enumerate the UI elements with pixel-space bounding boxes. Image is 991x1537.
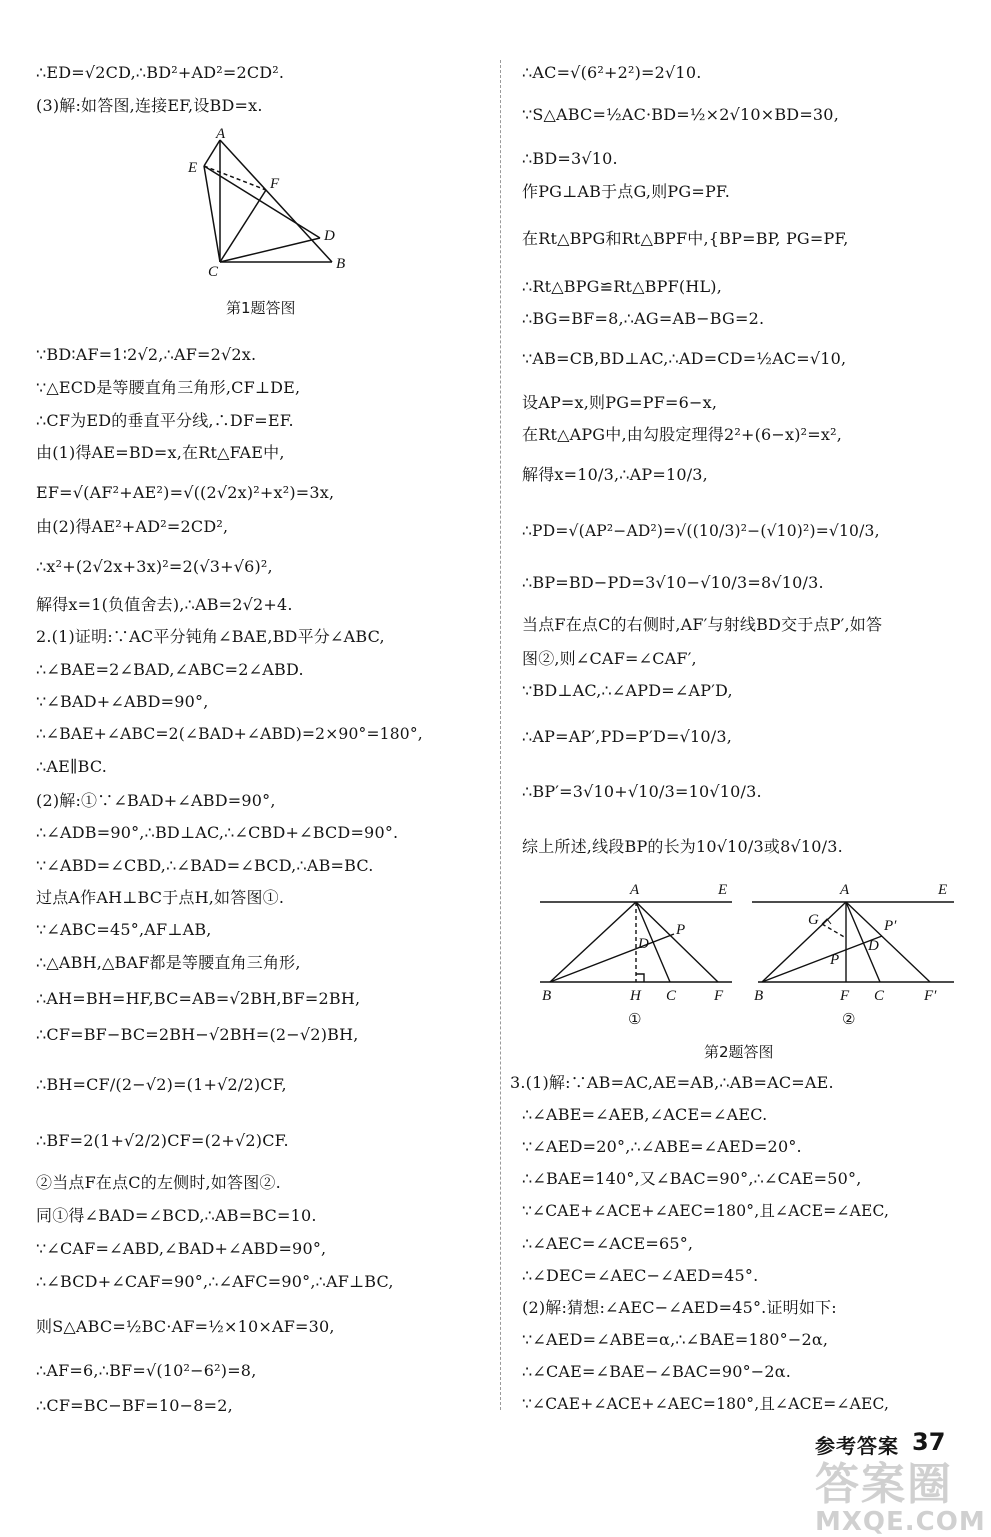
text-line: 同①得∠BAD=∠BCD,∴AB=BC=10. [36, 1206, 317, 1225]
column-divider [500, 60, 502, 1410]
text-line: EF=√(AF²+AE²)=√((2√2x)²+x²)=3x, [36, 483, 335, 502]
text-line: 则S△ABC=½BC·AF=½×10×AF=30, [36, 1317, 335, 1336]
point-label: B [754, 988, 764, 1004]
text-line: 由(1)得AE=BD=x,在Rt△FAE中, [36, 443, 285, 462]
point-label: C [874, 988, 885, 1004]
point-label: C [666, 988, 677, 1004]
point-label: D [868, 938, 879, 954]
text-line: (3)解:如答图,连接EF,设BD=x. [36, 96, 263, 115]
text-line: ∴∠AEC=∠ACE=65°, [522, 1234, 694, 1253]
text-line: ∴∠CAE=∠BAE−∠BAC=90°−2α. [522, 1362, 792, 1381]
point-label: D [638, 936, 649, 952]
text-line: ∴PD=√(AP²−AD²)=√((10/3)²−(√10)²)=√10/3, [522, 522, 880, 540]
figure-2-2 [750, 878, 956, 1006]
figure-2-caption: 第2题答图 [704, 1043, 774, 1061]
point-label: A [216, 128, 226, 142]
text-line: 图②,则∠CAF=∠CAF′, [522, 649, 697, 668]
text-line: ∴∠BAE+∠ABC=2(∠BAD+∠ABD)=2×90°=180°, [36, 725, 423, 743]
text-line: ∴BP=BD−PD=3√10−√10/3=8√10/3. [522, 573, 824, 592]
point-label: P [830, 952, 840, 968]
point-label: A [840, 882, 850, 898]
text-line: ∵∠CAF=∠ABD,∠BAD+∠ABD=90°, [36, 1239, 327, 1258]
text-line: ∴BF=2(1+√2/2)CF=(2+√2)CF. [36, 1131, 289, 1150]
text-line: (2)解:①∵∠BAD+∠ABD=90°, [36, 791, 276, 810]
text-line: ∴∠DEC=∠AEC−∠AED=45°. [522, 1266, 759, 1285]
text-line: 当点F在点C的右侧时,AF′与射线BD交于点P′,如答 [522, 615, 883, 634]
text-line: ∴AC=√(6²+2²)=2√10. [522, 63, 702, 82]
point-label: P′ [884, 918, 897, 934]
text-line: ∴BG=BF=8,∴AG=AB−BG=2. [522, 309, 765, 328]
text-line: ∵BD∶AF=1∶2√2,∴AF=2√2x. [36, 345, 257, 364]
point-label: B [336, 256, 346, 272]
footer-label: 参考答案 [815, 1434, 899, 1458]
text-line: 由(2)得AE²+AD²=2CD², [36, 517, 229, 536]
watermark-logo-text: 答案圈 [815, 1459, 953, 1510]
text-line: ∴x²+(2√2x+3x)²=2(√3+√6)², [36, 557, 273, 576]
text-line: 解得x=1(负值舍去),∴AB=2√2+4. [36, 595, 293, 614]
text-line: ∵∠AED=∠ABE=α,∴∠BAE=180°−2α, [522, 1330, 829, 1349]
watermark-url: MXQE.COM [815, 1507, 986, 1537]
point-label: E [938, 882, 948, 898]
text-line: ∵∠BAD+∠ABD=90°, [36, 692, 209, 711]
text-line: 在Rt△APG中,由勾股定理得2²+(6−x)²=x², [522, 425, 843, 444]
point-label: F [270, 176, 280, 192]
text-line: ∵S△ABC=½AC·BD=½×2√10×BD=30, [522, 105, 839, 124]
text-line: ∴∠ADB=90°,∴BD⊥AC,∴∠CBD+∠BCD=90°. [36, 823, 399, 842]
point-label: D [324, 228, 335, 244]
text-line: ∴BH=CF/(2−√2)=(1+√2/2)CF, [36, 1075, 287, 1094]
point-label: P [676, 922, 686, 938]
point-label: F′ [924, 988, 937, 1004]
text-line: 在Rt△BPG和Rt△BPF中,{BP=BP, PG=PF, [522, 229, 849, 248]
text-line: ∵∠ABD=∠CBD,∴∠BAD=∠BCD,∴AB=BC. [36, 856, 374, 875]
page-number: 37 [912, 1428, 946, 1456]
text-line: ∴CF为ED的垂直平分线,∴DF=EF. [36, 411, 294, 430]
figure-1-caption: 第1题答图 [226, 299, 296, 317]
text-line: 综上所述,线段BP的长为10√10/3或8√10/3. [522, 837, 843, 856]
figure-2-sublabel: ① [628, 1010, 642, 1028]
text-line: ∵AB=CB,BD⊥AC,∴AD=CD=½AC=√10, [522, 349, 847, 368]
text-line: 3.(1)解:∵AB=AC,AE=AB,∴AB=AC=AE. [510, 1073, 834, 1092]
figure-2-1 [538, 878, 742, 1006]
text-line: ∴∠BAE=140°,又∠BAC=90°,∴∠CAE=50°, [522, 1169, 862, 1188]
point-label: G [808, 912, 819, 928]
text-line: ②当点F在点C的左侧时,如答图②. [36, 1173, 281, 1192]
point-label: A [630, 882, 640, 898]
text-line: ∵△ECD是等腰直角三角形,CF⊥DE, [36, 378, 301, 397]
text-line: ∵∠CAE+∠ACE+∠AEC=180°,且∠ACE=∠AEC, [522, 1395, 890, 1413]
text-line: ∴BP′=3√10+√10/3=10√10/3. [522, 782, 762, 801]
text-line: ∴AP=AP′,PD=P′D=√10/3, [522, 727, 732, 746]
text-line: ∴△ABH,△BAF都是等腰直角三角形, [36, 953, 301, 972]
point-label: C [208, 264, 219, 278]
figure-1 [186, 128, 386, 278]
text-line: ∵BD⊥AC,∴∠APD=∠AP′D, [522, 681, 733, 700]
point-label: B [542, 988, 552, 1004]
text-line: ∴Rt△BPG≌Rt△BPF(HL), [522, 277, 723, 296]
watermark [815, 1459, 986, 1537]
text-line: 过点A作AH⊥BC于点H,如答图①. [36, 888, 285, 907]
point-label: E [718, 882, 728, 898]
text-line: ∵∠ABC=45°,AF⊥AB, [36, 920, 212, 939]
text-line: ∴∠ABE=∠AEB,∠ACE=∠AEC. [522, 1105, 768, 1124]
text-line: ∴∠BAE=2∠BAD,∠ABC=2∠ABD. [36, 660, 304, 679]
text-line: 解得x=10/3,∴AP=10/3, [522, 465, 708, 484]
text-line: ∴CF=BC−BF=10−8=2, [36, 1396, 233, 1415]
text-line: ∵∠CAE+∠ACE+∠AEC=180°,且∠ACE=∠AEC, [522, 1202, 890, 1220]
text-line: 设AP=x,则PG=PF=6−x, [522, 393, 718, 412]
text-line: ∴ED=√2CD,∴BD²+AD²=2CD². [36, 63, 285, 82]
text-line: ∴∠BCD+∠CAF=90°,∴∠AFC=90°,∴AF⊥BC, [36, 1272, 394, 1291]
point-label: H [630, 988, 641, 1004]
point-label: F [714, 988, 724, 1004]
text-line: 作PG⊥AB于点G,则PG=PF. [522, 182, 731, 201]
point-label: F [840, 988, 850, 1004]
figure-2-sublabel: ② [842, 1010, 856, 1028]
text-line: ∵∠AED=20°,∴∠ABE=∠AED=20°. [522, 1137, 802, 1156]
text-line: (2)解:猜想:∠AEC−∠AED=45°.证明如下: [522, 1298, 837, 1317]
text-line: ∴CF=BF−BC=2BH−√2BH=(2−√2)BH, [36, 1025, 359, 1044]
text-line: ∴AF=6,∴BF=√(10²−6²)=8, [36, 1361, 257, 1380]
text-line: ∴AH=BH=HF,BC=AB=√2BH,BF=2BH, [36, 989, 361, 1008]
text-line: ∴BD=3√10. [522, 149, 618, 168]
text-line: 2.(1)证明:∵AC平分钝角∠BAE,BD平分∠ABC, [36, 627, 385, 646]
text-line: ∴AE∥BC. [36, 757, 108, 776]
point-label: E [188, 160, 198, 176]
